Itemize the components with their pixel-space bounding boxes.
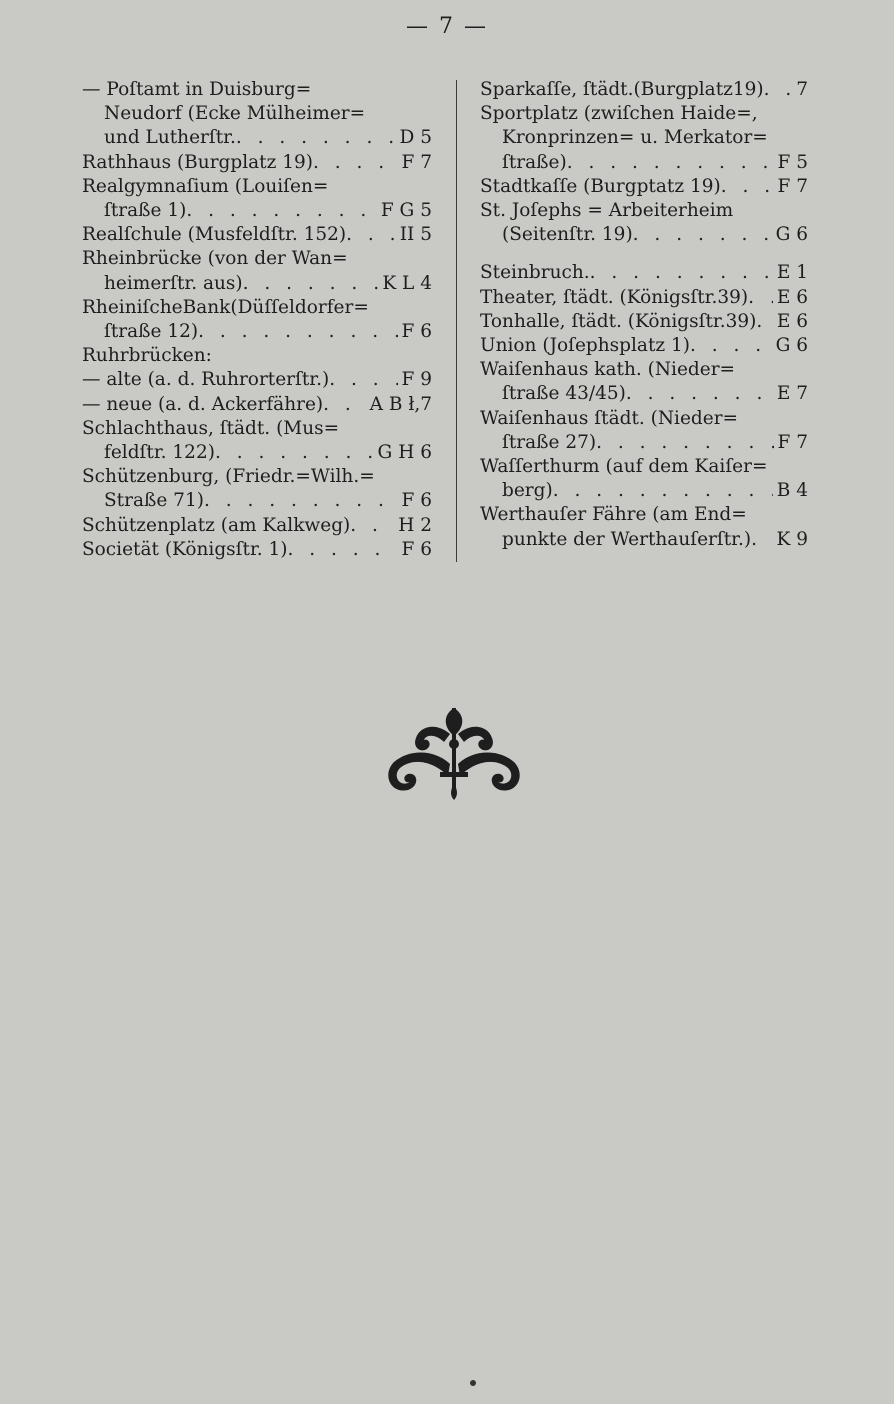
entry-text: Straße 71) bbox=[104, 490, 204, 512]
entry-line bbox=[480, 503, 808, 527]
column-divider bbox=[456, 80, 457, 562]
index-entry bbox=[480, 407, 808, 455]
entry-text: — Poſtamt in Duisburg= bbox=[82, 79, 312, 100]
entry-text: ſtraße 43/45) bbox=[502, 383, 626, 405]
page-number: — 7 — bbox=[406, 14, 488, 39]
leader-dots bbox=[323, 393, 366, 417]
leader-dots bbox=[329, 368, 397, 392]
entry-line bbox=[480, 175, 808, 199]
entry-line bbox=[480, 407, 808, 431]
entry-text: ſtraße 27) bbox=[502, 431, 597, 453]
entry-line bbox=[82, 465, 432, 489]
leader-dots bbox=[596, 431, 773, 455]
fleur-de-lis-ornament-icon bbox=[380, 704, 528, 800]
index-entry bbox=[480, 310, 808, 334]
entry-text: ſtraße 12) bbox=[104, 321, 199, 343]
entry-text: Sportplatz (zwiſchen Haide=, bbox=[480, 103, 758, 125]
entry-text: Stadtkaſſe (Burgptatz 19) bbox=[480, 175, 721, 197]
entry-line bbox=[480, 431, 808, 455]
index-entry bbox=[480, 503, 808, 551]
entry-text: Rheinbrücke (von der Wan= bbox=[82, 248, 348, 270]
entry-text: Tonhalle, ſtädt. (Königsſtr.39) bbox=[480, 310, 757, 332]
entry-text: ſtraße) bbox=[502, 151, 567, 173]
entry-line bbox=[480, 286, 808, 310]
entry-line bbox=[82, 126, 432, 150]
entry-text: Union (Joſephsplatz 1) bbox=[480, 335, 691, 357]
entry-line bbox=[82, 102, 432, 126]
map-reference: A B ł,7 bbox=[369, 393, 432, 415]
entry-text: feldſtr. 122) bbox=[104, 442, 215, 464]
index-entry bbox=[480, 102, 808, 175]
index-entry bbox=[480, 358, 808, 406]
entry-text: St. Joſephs = Arbeiterheim bbox=[480, 200, 734, 222]
entry-line bbox=[82, 538, 432, 562]
entry-text: Waſſerthurm (auf dem Kaiſer= bbox=[480, 456, 768, 478]
map-reference: G H 6 bbox=[377, 442, 432, 464]
entry-text: Realgymnaſium (Louiſen= bbox=[82, 175, 329, 197]
entry-line bbox=[480, 261, 808, 285]
entry-text: punkte der Werthauſerſtr.) bbox=[502, 528, 752, 550]
entry-line bbox=[82, 514, 432, 538]
index-entry bbox=[82, 514, 432, 538]
entry-text: Realſchule (Musfeldſtr. 152) bbox=[82, 224, 347, 246]
entry-text: und Lutherſtr. bbox=[104, 127, 236, 149]
index-entry bbox=[480, 334, 808, 358]
entry-line bbox=[480, 151, 808, 175]
index-entry bbox=[82, 296, 432, 344]
map-reference: F G 5 bbox=[380, 200, 432, 222]
map-reference: F 6 bbox=[401, 490, 432, 512]
entry-line bbox=[480, 382, 808, 406]
entry-line bbox=[82, 344, 432, 368]
entry-line bbox=[82, 78, 432, 102]
entry-text: Schlachthaus, ſtädt. (Mus= bbox=[82, 417, 340, 439]
entry-text: RheiniſcheBank(Düſſeldorfer= bbox=[82, 296, 369, 318]
leader-dots bbox=[236, 126, 396, 150]
index-entry bbox=[82, 175, 432, 223]
entry-line bbox=[82, 199, 432, 223]
map-reference: E 7 bbox=[776, 383, 808, 405]
index-entry bbox=[82, 151, 432, 175]
entry-line bbox=[480, 528, 808, 552]
map-reference: E 1 bbox=[776, 262, 808, 284]
index-entry bbox=[82, 465, 432, 513]
entry-line bbox=[82, 441, 432, 465]
entry-line bbox=[82, 368, 432, 392]
entry-line bbox=[82, 151, 432, 175]
entry-text: Rathhaus (Burgplatz 19) bbox=[82, 151, 313, 173]
entry-line bbox=[82, 247, 432, 271]
map-reference: E 6 bbox=[776, 286, 808, 308]
index-entry bbox=[82, 417, 432, 465]
map-reference: K L 4 bbox=[382, 272, 432, 294]
entry-line bbox=[480, 358, 808, 382]
left-index-column bbox=[82, 78, 432, 562]
leader-dots bbox=[313, 151, 398, 175]
entry-text: Societät (Königsſtr. 1) bbox=[82, 538, 288, 560]
entry-text: Waiſenhaus kath. (Nieder= bbox=[480, 359, 736, 381]
leader-dots bbox=[626, 382, 773, 406]
entry-text: Kronprinzen= u. Merkator= bbox=[502, 127, 768, 149]
leader-dots bbox=[204, 489, 398, 513]
index-entry bbox=[480, 175, 808, 199]
leader-dots bbox=[198, 320, 397, 344]
map-reference: E 6 bbox=[776, 310, 808, 332]
leader-dots bbox=[243, 272, 379, 296]
entry-text: Theater, ſtädt. (Königsſtr.39) bbox=[480, 286, 749, 308]
entry-line bbox=[480, 479, 808, 503]
map-reference: G 6 bbox=[775, 335, 808, 357]
map-reference: B 4 bbox=[776, 480, 808, 502]
index-entry bbox=[480, 455, 808, 503]
entry-line bbox=[82, 175, 432, 199]
entry-text: Steinbruch. bbox=[480, 262, 590, 284]
entry-line bbox=[82, 320, 432, 344]
entry-text: heimerſtr. aus) bbox=[104, 272, 243, 294]
map-reference: F 5 bbox=[777, 151, 808, 173]
map-reference: D 5 bbox=[399, 127, 432, 149]
map-reference: F 9 bbox=[401, 369, 432, 391]
entry-text: Schützenplatz (am Kalkweg) bbox=[82, 514, 351, 536]
index-entry bbox=[480, 261, 808, 285]
entry-text: berg) bbox=[502, 480, 553, 502]
entry-text: Ruhrbrücken: bbox=[82, 345, 212, 367]
entry-line bbox=[480, 199, 808, 223]
entry-text: — neue (a. d. Ackerfähre) bbox=[82, 393, 324, 415]
entry-line bbox=[82, 272, 432, 296]
map-reference: G 6 bbox=[775, 224, 808, 246]
leader-dots bbox=[553, 479, 773, 503]
entry-line bbox=[82, 489, 432, 513]
index-entry bbox=[82, 538, 432, 562]
map-reference: H 2 bbox=[398, 514, 432, 536]
entry-line bbox=[480, 102, 808, 126]
entry-line bbox=[480, 78, 808, 102]
entry-text: Neudorf (Ecke Mülheimer= bbox=[104, 103, 366, 125]
index-entry bbox=[82, 368, 432, 392]
entry-text: — alte (a. d. Ruhrorterſtr.) bbox=[82, 369, 330, 391]
index-entry bbox=[480, 78, 808, 102]
index-entry bbox=[82, 247, 432, 295]
index-entry bbox=[82, 393, 432, 417]
leader-dots bbox=[756, 310, 772, 334]
leader-dots bbox=[567, 151, 774, 175]
entry-line bbox=[480, 334, 808, 358]
leader-dots bbox=[751, 528, 772, 552]
entry-text: ſtraße 1) bbox=[104, 200, 187, 222]
entry-line bbox=[480, 310, 808, 334]
map-reference: F 7 bbox=[777, 431, 808, 453]
leader-dots bbox=[721, 175, 774, 199]
leader-dots bbox=[590, 261, 773, 285]
leader-dots bbox=[288, 538, 398, 562]
index-entry bbox=[82, 344, 432, 368]
leader-dots bbox=[350, 514, 394, 538]
leader-dots bbox=[215, 441, 374, 465]
leader-dots bbox=[186, 199, 377, 223]
entry-line bbox=[82, 223, 432, 247]
map-reference: F 7 bbox=[401, 151, 432, 173]
leader-dots bbox=[633, 223, 772, 247]
leader-dots bbox=[764, 78, 793, 102]
leader-dots bbox=[690, 334, 772, 358]
entry-text: Waiſenhaus ſtädt. (Nieder= bbox=[480, 407, 739, 429]
map-reference: K 9 bbox=[776, 528, 808, 550]
leader-dots bbox=[748, 286, 773, 310]
map-reference: F 6 bbox=[401, 321, 432, 343]
map-reference: F 6 bbox=[401, 538, 432, 560]
map-reference: F 7 bbox=[777, 175, 808, 197]
index-entry bbox=[82, 78, 432, 151]
right-index-column bbox=[480, 78, 808, 552]
entry-line bbox=[480, 223, 808, 247]
entry-line bbox=[82, 296, 432, 320]
ink-speck bbox=[470, 1380, 476, 1386]
entry-line bbox=[480, 126, 808, 150]
entry-gap bbox=[480, 247, 808, 261]
entry-text: Sparkaſſe, ſtädt.(Burgplatz19) bbox=[480, 79, 764, 100]
index-entry bbox=[480, 286, 808, 310]
map-reference: 7 bbox=[796, 79, 808, 100]
leader-dots bbox=[346, 223, 396, 247]
entry-text: Werthauſer Fähre (am End= bbox=[480, 504, 747, 526]
index-entry bbox=[82, 223, 432, 247]
entry-line bbox=[82, 417, 432, 441]
index-entry bbox=[480, 199, 808, 247]
entry-line bbox=[82, 393, 432, 417]
map-reference: II 5 bbox=[399, 224, 432, 246]
entry-text: (Seitenſtr. 19) bbox=[502, 224, 633, 246]
entry-line bbox=[480, 455, 808, 479]
entry-text: Schützenburg, (Friedr.=Wilh.= bbox=[82, 466, 375, 488]
